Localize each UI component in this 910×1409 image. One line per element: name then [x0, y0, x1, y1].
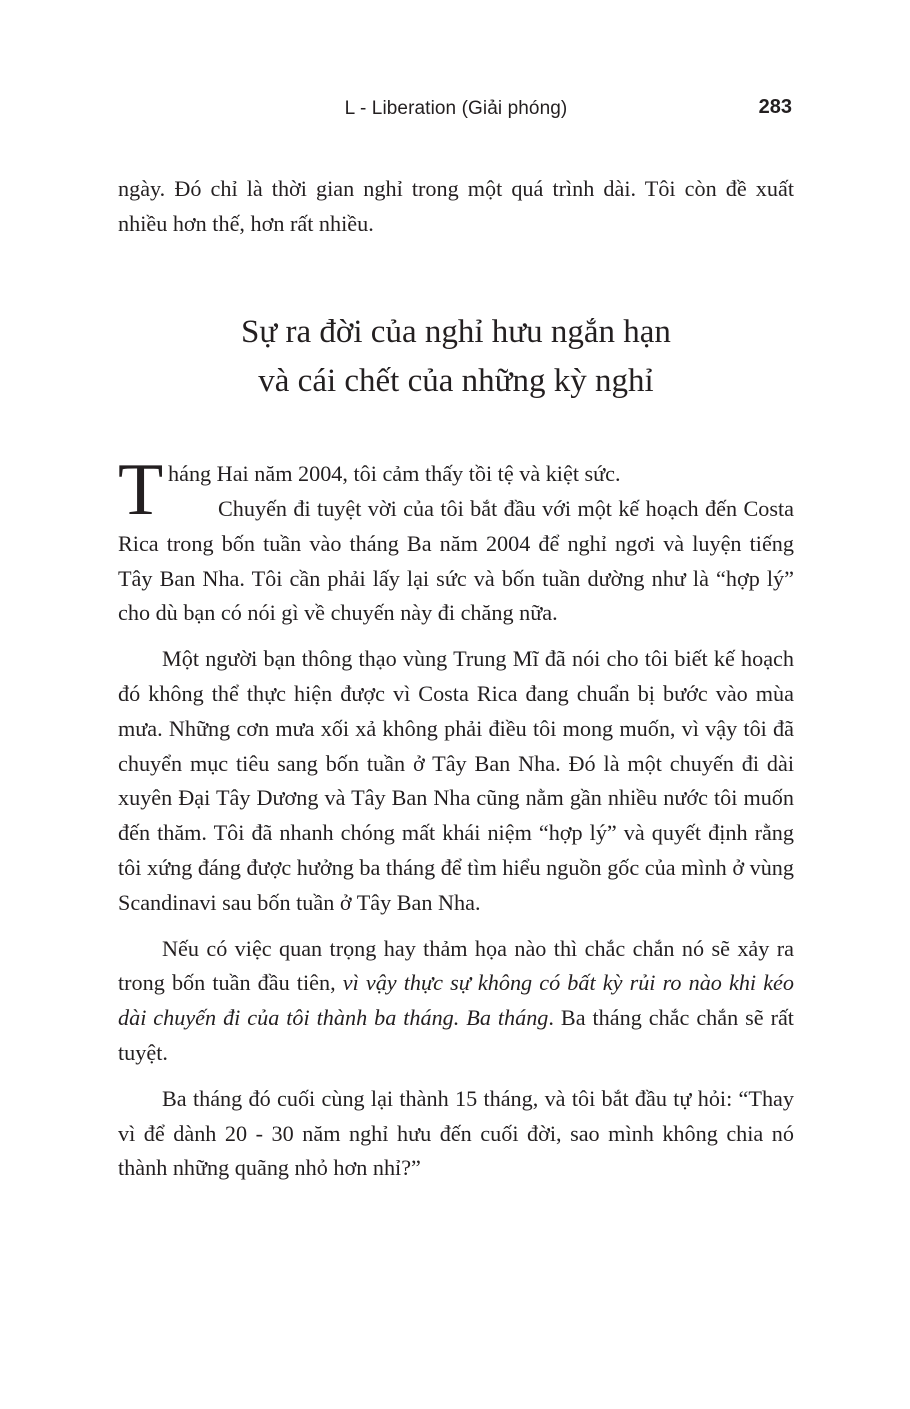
drop-cap: T: [118, 449, 164, 531]
section-heading-line-2: và cái chết của những kỳ nghỉ: [258, 363, 654, 399]
page-number: 283: [758, 96, 792, 118]
section-heading-line-1: Sự ra đời của nghỉ hưu ngắn hạn: [241, 314, 671, 350]
paragraph-2: [118, 492, 794, 631]
continuation-paragraph: [118, 172, 794, 242]
paragraph-4-text-a: Nếu có việc quan trọng hay thảm họa nào thì chắc chắn nó sẽ xảy ra trong bốn tuần đầu tiên,: [118, 935, 794, 996]
section-body: [118, 449, 794, 1186]
opening-line: [118, 449, 794, 531]
paragraph-4: [118, 932, 794, 1071]
opening-sentence: háng Hai năm 2004, tôi cảm thấy tồi tệ và kiệt sức.: [168, 461, 621, 486]
paragraph-4-text-b: . Ba tháng chắc chắn sẽ rất tuyệt.: [118, 1005, 794, 1065]
paragraph-4-italic: vì vậy thực sự không có bất kỳ rủi ro nào khi kéo dài chuyến đi của tôi thành ba tháng. Ba tháng: [118, 970, 794, 1031]
paragraph-5: Ba tháng đó cuối cùng lại thành 15 tháng, và tôi bắt đầu tự hỏi: “Thay vì để dành 20 - 30 năm nghỉ hưu đến cuối đời, sao mình không chia nó thành những quãng nhỏ hơn nhỉ?”: [118, 1085, 794, 1181]
section-heading: [118, 308, 794, 406]
running-title: L - Liberation (Giải phóng): [344, 98, 568, 119]
paragraph-3: Một người bạn thông thạo vùng Trung Mĩ đã nói cho tôi biết kế hoạch đó không thể thực hiện được vì Costa Rica đang chuẩn bị bước vào mùa mưa. Những cơn mưa xối xả không phải điều tôi mong muốn, vì vậy tôi đã chuyển mục tiêu sang bốn tuần ở Tây Ban Nha. Đó là một chuyến đi dài xuyên Đại Tây Dương và Tây Ban Nha cũng nằm gần nhiều nước tôi muốn đến thăm. Tôi đã nhanh chóng mất khái niệm “hợp lý” và quyết định rằng tôi xứng đáng được hưởng ba tháng để tìm hiểu nguồn gốc của mình ở vùng Scandinavi sau bốn tuần ở Tây Ban Nha.: [118, 646, 794, 915]
running-header: [118, 96, 794, 126]
paragraph-2-text: Chuyến đi tuyệt vời của tôi bắt đầu với một kế hoạch đến Costa Rica trong bốn tuần vào tháng Ba năm 2004 để nghỉ ngơi và luyện tiếng Tây Ban Nha. Tôi cần phải lấy lại sức và bốn tuần dường như là “hợp lý” cho dù bạn có nói gì về chuyến này đi chăng nữa.: [118, 496, 794, 626]
continuation-text: ngày. Đó chỉ là thời gian nghỉ trong một quá trình dài. Tôi còn đề xuất nhiều hơn thế, hơn rất nhiều.: [118, 176, 794, 236]
